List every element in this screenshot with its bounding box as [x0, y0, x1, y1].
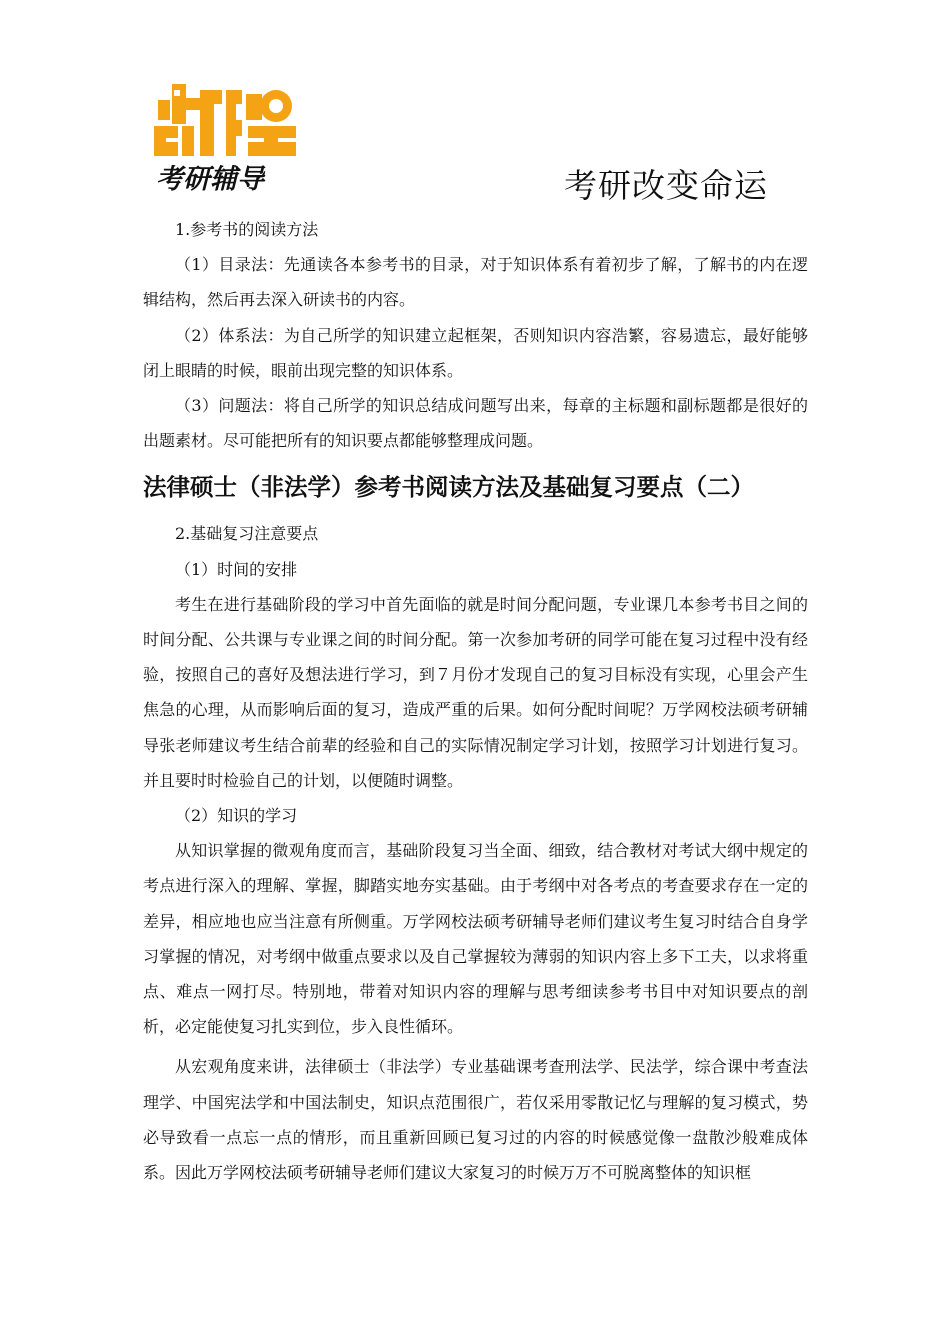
paragraph: （2）体系法：为自己所学的知识建立起框架，否则知识内容浩繁，容易遗忘，最好能够闭上眼睛的时候，眼前出现完整的知识体系。 [143, 325, 808, 380]
section-heading: 1.参考书的阅读方法 [175, 220, 319, 239]
paragraph: （3）问题法：将自己所学的知识总结成问题写出来，每章的主标题和副标题都是很好的出题素材。尽可能把所有的知识要点都能够整理成问题。 [143, 396, 808, 451]
paragraph: 从知识掌握的微观角度而言，基础阶段复习当全面、细致，结合教材对考试大纲中规定的考点进行深入的理解、掌握，脚踏实地夯实基础。由于考纲中对各考点的考查要求存在一定的差异，相应地也应当注意有所侧重。万学网校法硕考研辅导老师们建议考生复习时结合自身学习掌握的情况，对考纲中做重点要求以及自己掌握较为薄弱的知识内容上多下工夫，以求将重点、难点一网打尽。特别地，带着对知识内容的理解与思考细读参考书目中对知识要点的剖析，必定能使复习扎实到位，步入良性循环。 [143, 841, 808, 1037]
logo-subtitle: 考研辅导 [156, 164, 264, 195]
paragraph: （1）目录法：先通读各本参考书的目录，对于知识体系有着初步了解，了解书的内在逻辑结构，然后再去深入研读书的内容。 [143, 255, 808, 310]
subsection-heading: （2）知识的学习 [175, 806, 298, 826]
slogan: 考研改变命运 [564, 166, 768, 205]
section-heading: 2.基础复习注意要点 [175, 524, 319, 544]
brand-logo [150, 80, 300, 200]
subsection-heading: （1）时间的安排 [175, 559, 298, 579]
document-title: 法律硕士（非法学）参考书阅读方法及基础复习要点（二） [143, 473, 754, 502]
paragraph: 考生在进行基础阶段的学习中首先面临的就是时间分配问题，专业课几本参考书目之间的时间分配、公共课与专业课之间的时间分配。第一次参加考研的同学可能在复习过程中没有经验，按照自己的喜好及想法进行学习，到７月份才发现自己的复习目标没有实现，心里会产生焦急的心理，从而影响后面的复习，造成严重的后果。如何分配时间呢？万学网校法硕考研辅导张老师建议考生结合前辈的经验和自己的实际情况制定学习计划，按照学习计划进行复习。并且要时时检验自己的计划，以便随时调整。 [143, 594, 808, 790]
document-body [143, 212, 808, 1190]
paragraph: 从宏观角度来讲，法律硕士（非法学）专业基础课考查刑法学、民法学，综合课中考查法理学、中国宪法学和中国法制史，知识点范围很广，若仅采用零散记忆与理解的复习模式，势必导致看一点忘一点的情形，而且重新回顾已复习过的内容的时候感觉像一盘散沙般难成体系。因此万学网校法硕考研辅导老师们建议大家复习的时候万万不可脱离整体的知识框 [143, 1057, 808, 1183]
